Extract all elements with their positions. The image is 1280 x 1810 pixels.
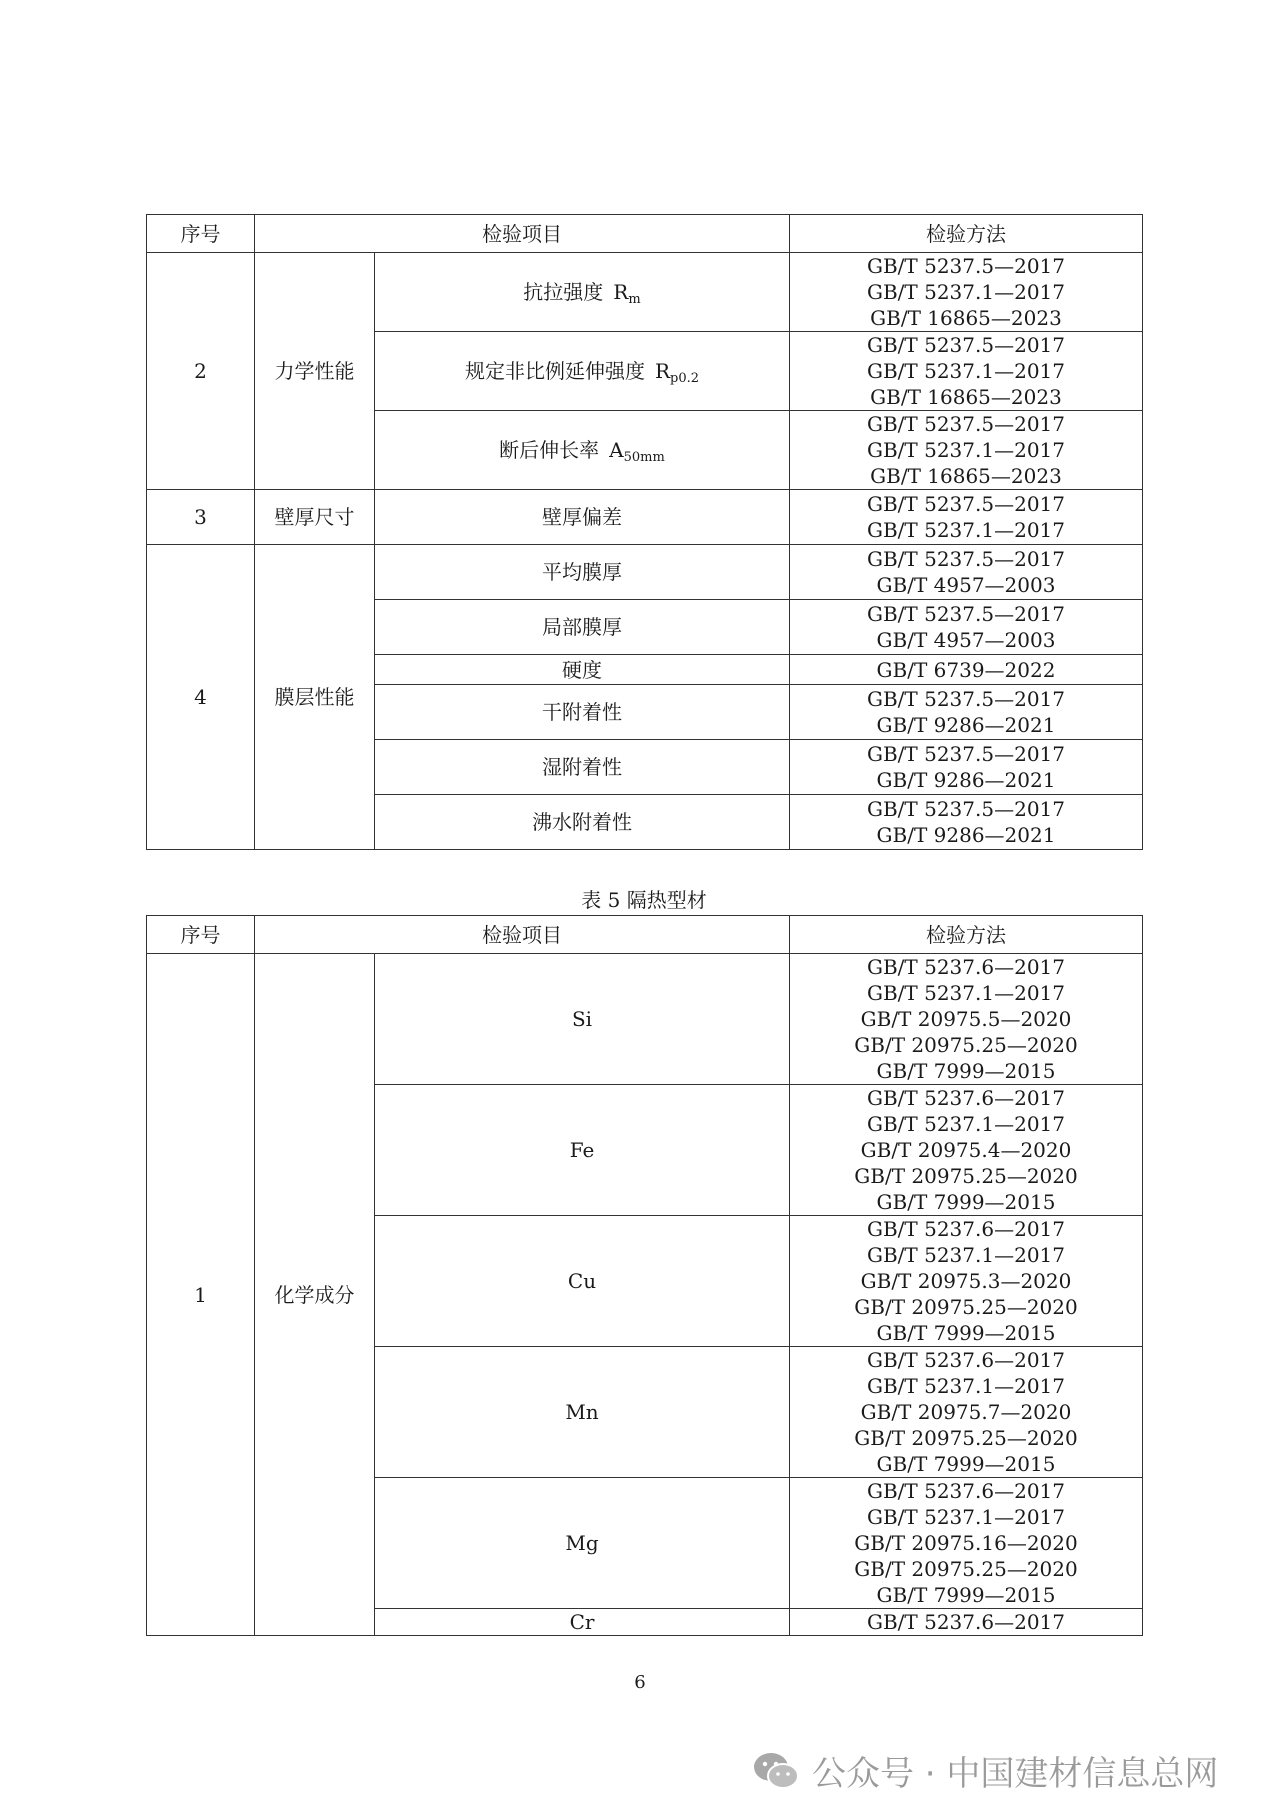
inspection-table-continued (146, 214, 1143, 850)
item-name: Si (571, 1007, 593, 1031)
watermark (752, 1746, 1218, 1795)
method-cell (790, 1609, 1143, 1636)
item-cell (375, 954, 790, 1085)
method-standard: GB/T 5237.1—2017 (867, 280, 1065, 304)
method-standard: GB/T 5237.1—2017 (867, 1374, 1065, 1398)
item-symbol: R (613, 280, 629, 304)
method-standard: GB/T 5237.1—2017 (867, 981, 1065, 1005)
method-standard: GB/T 5237.1—2017 (867, 1505, 1065, 1529)
method-standard: GB/T 5237.5—2017 (867, 687, 1065, 711)
item-cell (375, 795, 790, 850)
method-cell (790, 655, 1143, 685)
serial-number-cell: 3 (147, 490, 255, 545)
method-standard: GB/T 5237.6—2017 (867, 1086, 1065, 1110)
method-cell (790, 545, 1143, 600)
method-cell (790, 685, 1143, 740)
method-cell (790, 954, 1143, 1085)
method-standard: GB/T 20975.3—2020 (860, 1269, 1072, 1293)
method-cell (790, 1216, 1143, 1347)
table-row (147, 545, 1143, 600)
item-cell (375, 740, 790, 795)
item-name: 湿附着性 (542, 755, 622, 779)
method-standard: GB/T 9286—2021 (876, 823, 1056, 847)
method-standard: GB/T 5237.1—2017 (867, 1112, 1065, 1136)
item-name: 规定非比例延伸强度 (464, 359, 645, 383)
method-cell (790, 490, 1143, 545)
header-cell: 序号 (147, 215, 255, 253)
inspection-table-5 (146, 915, 1143, 1636)
serial-number-cell: 4 (147, 545, 255, 850)
method-standard: GB/T 16865—2023 (870, 385, 1062, 409)
method-standard: GB/T 7999—2015 (876, 1190, 1056, 1214)
item-cell (375, 1347, 790, 1478)
header-cell: 检验项目 (255, 215, 790, 253)
table-row (147, 954, 1143, 1085)
header-cell: 检验方法 (790, 215, 1143, 253)
method-cell (790, 411, 1143, 490)
method-standard: GB/T 5237.6—2017 (867, 1217, 1065, 1241)
method-cell (790, 1478, 1143, 1609)
method-standard: GB/T 20975.25—2020 (854, 1557, 1078, 1581)
method-standard: GB/T 5237.6—2017 (867, 1348, 1065, 1372)
method-standard: GB/T 5237.5—2017 (867, 742, 1065, 766)
method-standard: GB/T 5237.1—2017 (867, 518, 1065, 542)
method-standard: GB/T 5237.1—2017 (867, 359, 1065, 383)
method-standard: GB/T 5237.6—2017 (867, 1479, 1065, 1503)
method-standard: GB/T 7999—2015 (876, 1583, 1056, 1607)
category-cell: 力学性能 (255, 253, 375, 490)
serial-number-cell: 2 (147, 253, 255, 490)
method-standard: GB/T 20975.25—2020 (854, 1426, 1078, 1450)
item-name: 干附着性 (542, 700, 622, 724)
item-name: Mg (565, 1531, 599, 1555)
method-cell (790, 332, 1143, 411)
item-cell (375, 545, 790, 600)
method-standard: GB/T 6739—2022 (876, 657, 1056, 682)
item-cell (375, 1478, 790, 1609)
method-standard: GB/T 20975.16—2020 (854, 1531, 1078, 1555)
item-name: 抗拉强度 (523, 280, 604, 304)
item-cell (375, 253, 790, 332)
method-standard: GB/T 9286—2021 (876, 768, 1056, 792)
method-standard: GB/T 5237.5—2017 (867, 547, 1065, 571)
category-cell: 膜层性能 (255, 545, 375, 850)
method-standard: GB/T 5237.6—2017 (867, 955, 1065, 979)
header-cell: 检验方法 (790, 916, 1143, 954)
item-cell (375, 332, 790, 411)
item-name: Cr (569, 1610, 595, 1634)
item-symbol: R (654, 359, 671, 383)
method-cell (790, 795, 1143, 850)
page-number: 6 (634, 1672, 646, 1693)
method-standard: GB/T 20975.25—2020 (854, 1295, 1078, 1319)
method-standard: GB/T 20975.7—2020 (860, 1400, 1072, 1424)
method-standard: GB/T 16865—2023 (870, 464, 1062, 488)
method-standard: GB/T 20975.25—2020 (854, 1164, 1078, 1188)
serial-number-cell: 1 (147, 954, 255, 1636)
category-cell: 化学成分 (255, 954, 375, 1636)
item-cell (375, 490, 790, 545)
item-name: 平均膜厚 (542, 560, 622, 584)
method-standard: GB/T 20975.5—2020 (860, 1007, 1072, 1031)
item-name: Cu (567, 1269, 597, 1293)
method-standard: GB/T 7999—2015 (876, 1059, 1056, 1083)
item-symbol-subscript: m (628, 292, 641, 307)
wechat-icon (752, 1751, 800, 1791)
method-standard: GB/T 5237.6—2017 (867, 1610, 1065, 1634)
item-cell (375, 685, 790, 740)
header-cell: 检验项目 (255, 916, 790, 954)
table-header-row (147, 916, 1143, 954)
method-cell (790, 1085, 1143, 1216)
item-cell (375, 1216, 790, 1347)
method-standard: GB/T 5237.5—2017 (867, 602, 1065, 626)
method-cell (790, 253, 1143, 332)
table-header-row (147, 215, 1143, 253)
method-cell (790, 600, 1143, 655)
table-row (147, 253, 1143, 332)
method-cell (790, 740, 1143, 795)
item-cell (375, 1609, 790, 1636)
category-cell: 壁厚尺寸 (255, 490, 375, 545)
method-standard: GB/T 4957—2003 (876, 573, 1056, 597)
item-name: 局部膜厚 (542, 615, 622, 639)
item-name: Mn (565, 1400, 599, 1424)
header-cell: 序号 (147, 916, 255, 954)
method-standard: GB/T 5237.1—2017 (867, 438, 1065, 462)
method-standard: GB/T 4957—2003 (876, 628, 1056, 652)
method-standard: GB/T 16865—2023 (870, 306, 1062, 330)
item-symbol-subscript: p0.2 (670, 371, 700, 386)
item-name: Fe (569, 1138, 595, 1162)
item-name: 断后伸长率 (499, 438, 600, 462)
table-caption: 表 5 隔热型材 (581, 888, 707, 912)
item-name: 壁厚偏差 (542, 505, 622, 529)
method-standard: GB/T 5237.5—2017 (867, 492, 1065, 516)
item-cell (375, 1085, 790, 1216)
method-standard: GB/T 20975.4—2020 (860, 1138, 1072, 1162)
item-name: 硬度 (562, 657, 602, 682)
item-symbol-subscript: 50mm (623, 450, 665, 465)
method-standard: GB/T 9286—2021 (876, 713, 1056, 737)
item-name: 沸水附着性 (532, 810, 632, 834)
method-standard: GB/T 5237.5—2017 (867, 333, 1065, 357)
item-symbol: A (609, 438, 624, 462)
method-standard: GB/T 5237.1—2017 (867, 1243, 1065, 1267)
method-cell (790, 1347, 1143, 1478)
method-standard: GB/T 5237.5—2017 (867, 797, 1065, 821)
method-standard: GB/T 7999—2015 (876, 1452, 1056, 1476)
method-standard: GB/T 5237.5—2017 (867, 412, 1065, 436)
method-standard: GB/T 20975.25—2020 (854, 1033, 1078, 1057)
item-cell (375, 600, 790, 655)
method-standard: GB/T 7999—2015 (876, 1321, 1056, 1345)
item-cell (375, 411, 790, 490)
table-row (147, 490, 1143, 545)
method-standard: GB/T 5237.5—2017 (867, 254, 1065, 278)
watermark-text: 公众号 · 中国建材信息总网 (812, 1754, 1219, 1794)
item-cell (375, 655, 790, 685)
